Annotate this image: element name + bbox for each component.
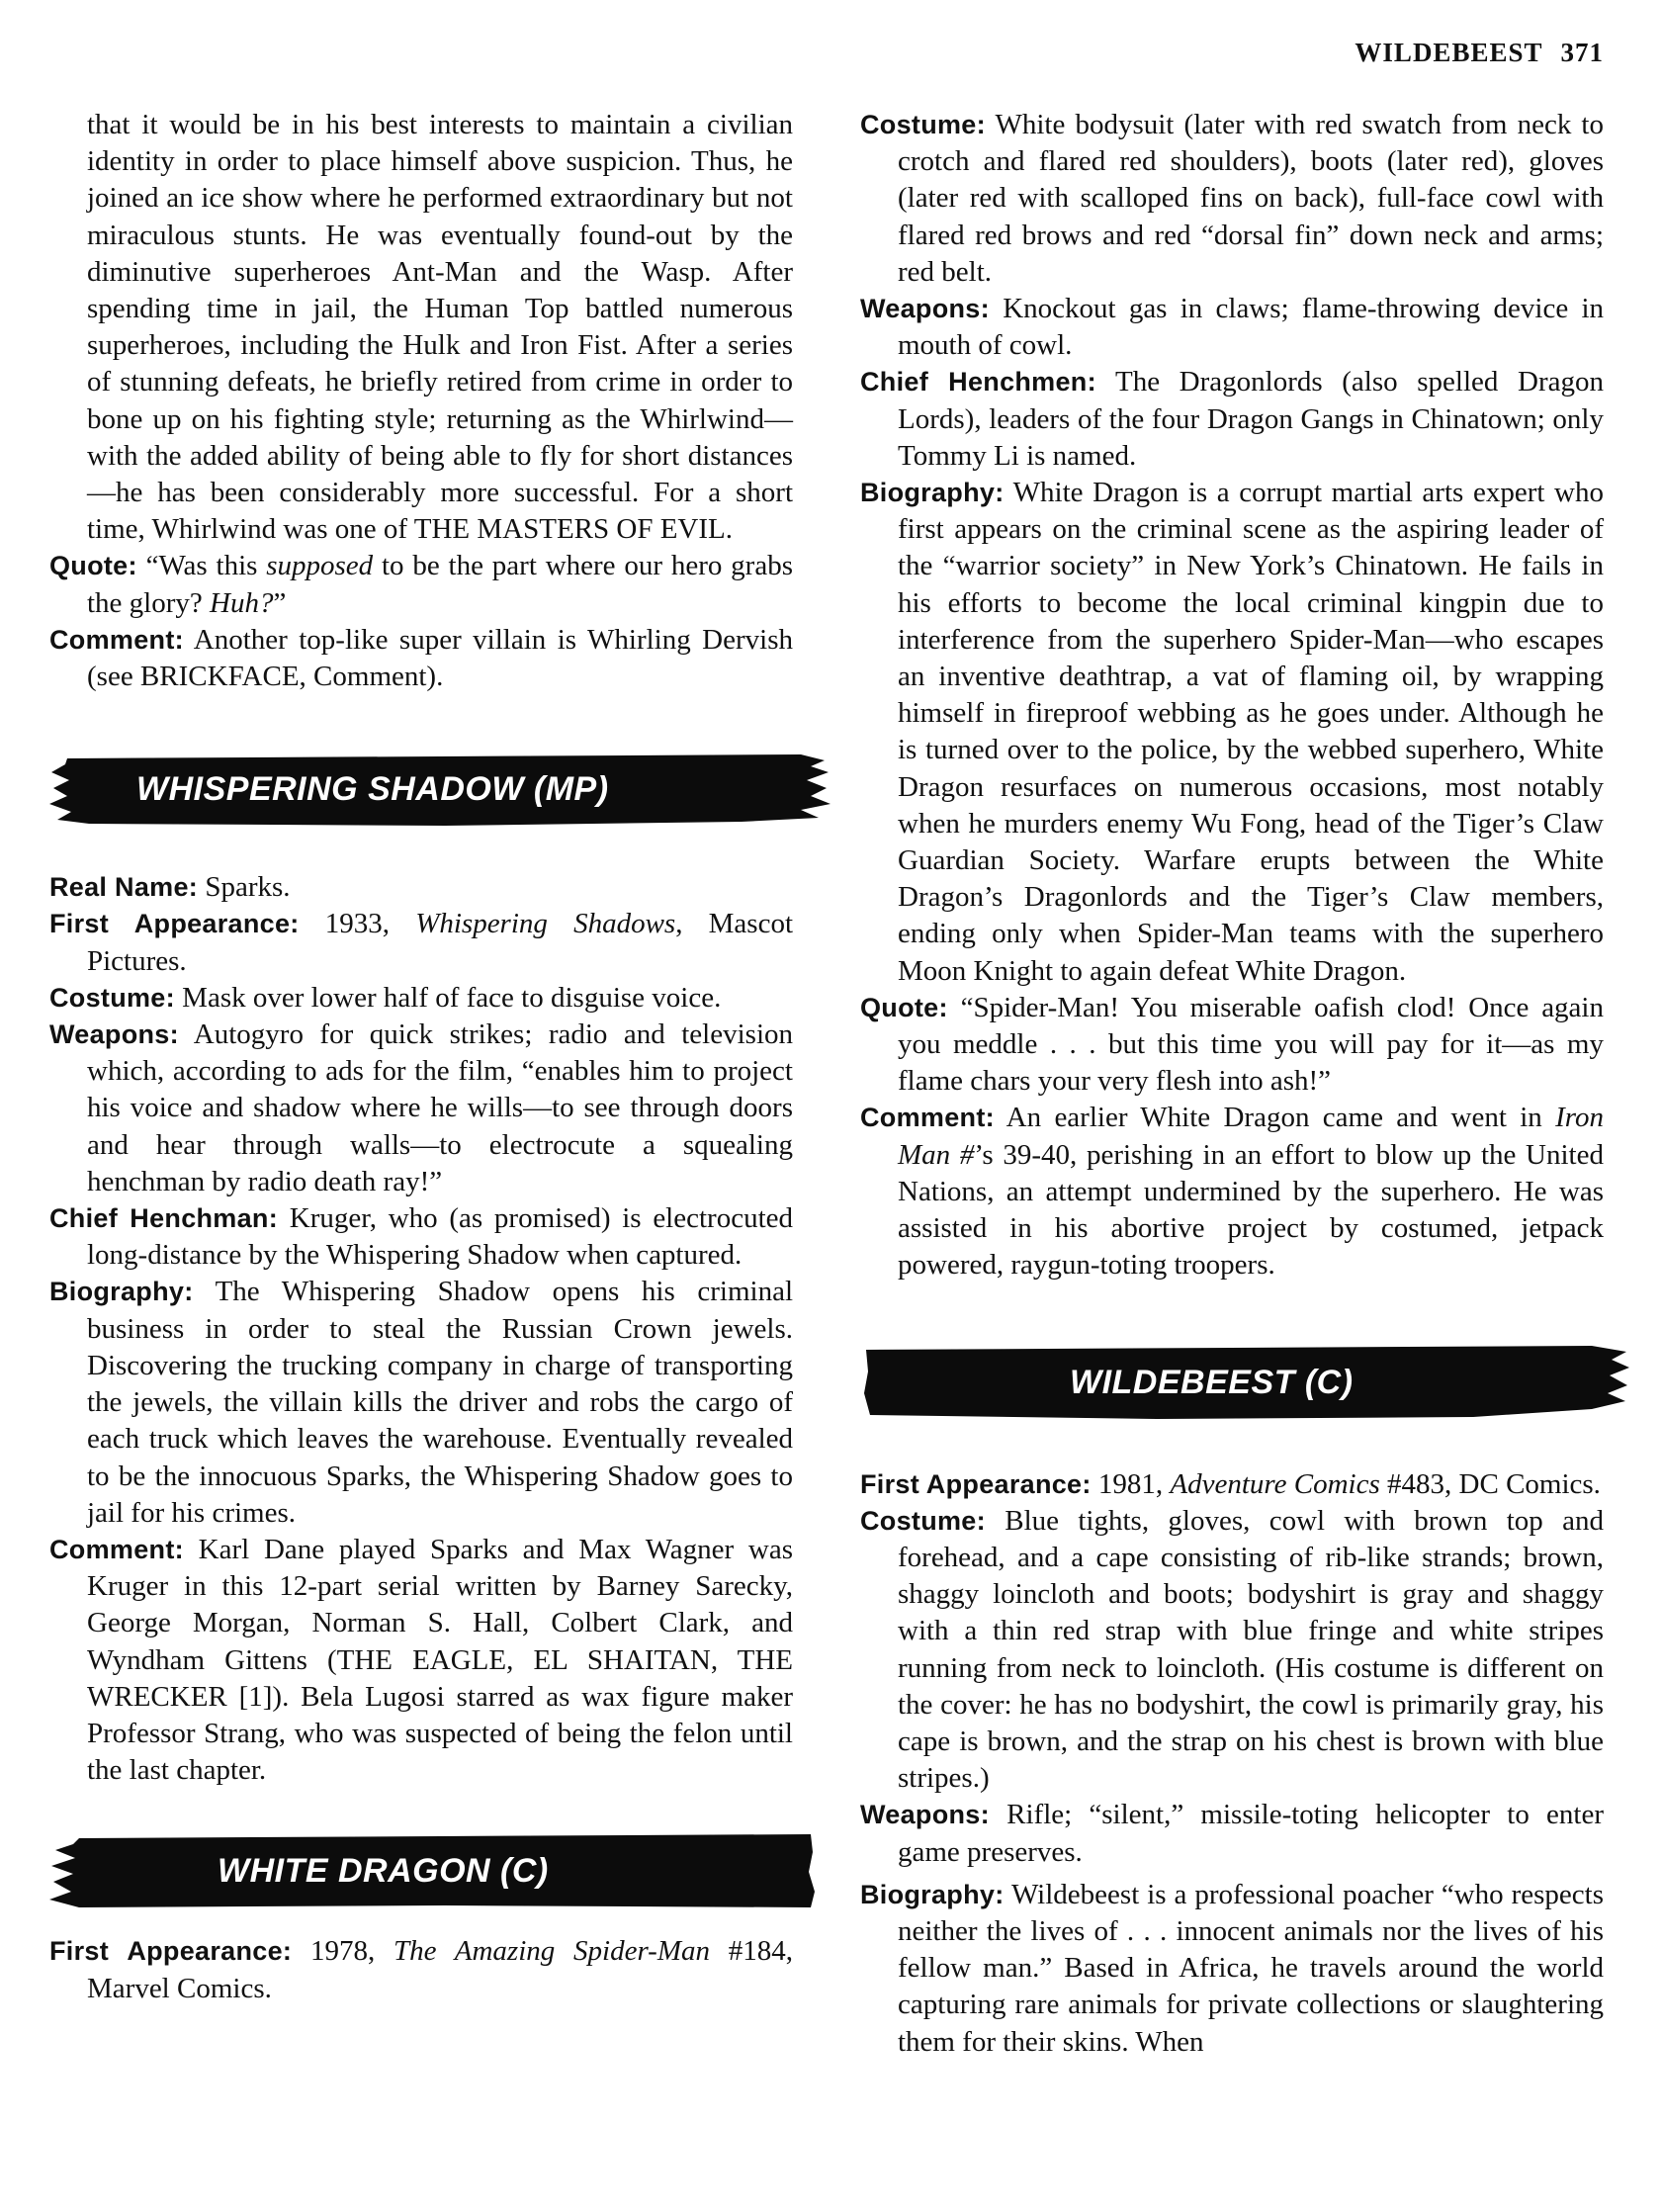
white-dragon-title: WHITE DRAGON (C) [218, 1852, 549, 1891]
whispering-shadow-comment: Comment: Karl Dane played Sparks and Max Wagner was Kruger in this 12-part serial written by Barney Sarecky, George Morgan, Norman S. Hall, Colbert Clark, and Wyndham Gittens (THE EAGLE, EL SHAITAN, THE WRECKER [1]). Bela Lugosi starred as wax figure maker Professor Strang, who was suspected of being the felon until the last chapter. [49, 1533, 794, 1787]
whispering-shadow-title: WHISPERING SHADOW (MP) [136, 770, 609, 809]
white-dragon-quote: Quote: “Spider-Man! You miserable oafish clod! Once again you meddle . . . but this time you will pay for it—as my flame chars your very flesh into ash!” [860, 991, 1604, 1098]
whispering-shadow-biography: Biography: The Whispering Shadow opens his criminal business in order to steal the Russian Crown jewels. Discovering the trucking company in charge of transporting the jewels, the villain kills the driver and robs the cargo of each truck which leaves the warehouse. Eventually revealed to be the innocuous Sparks, the Whispering Shadow goes to jail for his crimes. [49, 1276, 793, 1529]
wildebeest-banner [860, 1344, 1604, 1421]
left-column [49, 107, 793, 2007]
right-column [860, 107, 1604, 2061]
whispering-shadow-banner [49, 751, 793, 828]
white-dragon-weapons: Weapons: Knockout gas in claws; flame-throwing device in mouth of cowl. [860, 293, 1605, 362]
whispering-shadow-first-appearance: First Appearance: 1933, Whispering Shadows, Mascot Pictures. [49, 908, 793, 977]
whispering-shadow-costume: Costume: Mask over lower half of face to disguise voice. [49, 981, 722, 1014]
whispering-shadow-henchman: Chief Henchman: Kruger, who (as promised) is electrocuted long-distance by the Whispering Shadow when captured. [49, 1202, 794, 1272]
whirlwind-biography-continued: that it would be in his best interests to maintain a civilian identity in order to place himself above suspicion. Thus, he joined an ice show where he performed extraordinary but not miraculous stunts. He was eventually found-out by the diminutive superheroes Ant-Man and the Wasp. After spending time in jail, the Human Top battled numerous superheroes, including the Hulk and Iron Fist. After a series of stunning defeats, he briefly retired from crime in order to bone up on his fighting style; returning as the Whirlwind—with the added ability of being able to fly for short distances—he has been considerably more successful. For a short time, Whirlwind was one of THE MASTERS OF EVIL. [87, 109, 793, 546]
white-dragon-first-appearance: First Appearance: 1978, The Amazing Spider-Man #184, Marvel Comics. [49, 1935, 794, 2004]
wildebeest-title: WILDEBEEST (C) [1070, 1363, 1354, 1401]
page-number: 371 [1560, 38, 1604, 67]
whispering-shadow-real-name: Real Name: Sparks. [49, 871, 291, 904]
wildebeest-biography: Biography: Wildebeest is a professional poacher “who respects neither the lives of . . . innocent animals nor the lives of his fellow man.” Based in Africa, he travels around the world capturing rare animals for private collections or slaughtering them for their skins. When [860, 1878, 1604, 2058]
whirlwind-quote: Quote: “Was this supposed to be the part where our hero grabs the glory? Huh?” [49, 550, 793, 619]
running-head [1355, 38, 1604, 68]
white-dragon-costume: Costume: White bodysuit (later with red swatch from neck to crotch and flared red shoulders), boots (later red), gloves (later red with scalloped fins on back), full-face cowl with flared red brows and red “dorsal fin” down neck and arms; red belt. [860, 109, 1604, 288]
white-dragon-henchmen: Chief Henchmen: The Dragonlords (also spelled Dragon Lords), leaders of the four Dragon Gangs in Chinatown; only Tommy Li is named. [860, 366, 1604, 472]
whirlwind-comment: Comment: Another top-like super villain is Whirling Dervish (see BRICKFACE, Comment). [49, 623, 793, 693]
white-dragon-biography: Biography: White Dragon is a corrupt martial arts expert who first appears on the criminal scene as the aspiring leader of the “warrior society” in New York’s Chinatown. He fails in his efforts to become the local criminal kingpin due to interference from the superhero Spider-Man—who escapes an inventive deathtrap, a vat of flaming oil, by wrapping himself in fireproof webbing as he goes under. Although he is turned over to the police, by the webbed superhero, White Dragon resurfaces on numerous occasions, most notably when he murders enemy Wu Fong, head of the Tiger’s Claw Guardian Society. Warfare erupts between the White Dragon’s Dragonlords and the Tiger’s Claw members, ending only when Spider-Man teams with the superhero Moon Knight to again defeat White Dragon. [860, 477, 1604, 987]
wildebeest-weapons: Weapons: Rifle; “silent,” missile-toting helicopter to enter game preserves. [860, 1799, 1605, 1868]
whispering-shadow-weapons: Weapons: Autogyro for quick strikes; radio and television which, according to ads for the film, “enables him to project his voice and shadow where he wills—to see through doors and hear through walls—to electrocute a squealing henchman by radio death ray!” [49, 1018, 793, 1197]
white-dragon-comment: Comment: An earlier White Dragon came and went in Iron Man #’s 39-40, perishing in an effort to blow up the United Nations, an attempt undermined by the superhero. He was assisted in his abortive project by costumed, jetpack powered, raygun-toting troopers. [860, 1102, 1605, 1282]
white-dragon-banner [49, 1832, 793, 1909]
running-head-title: WILDEBEEST [1355, 38, 1543, 67]
wildebeest-costume: Costume: Blue tights, gloves, cowl with brown top and forehead, and a cape consisting of rib-like strands; brown, shaggy loincloth and boots; bodyshirt is gray and shaggy with a thin red strap with blue fringe and white stripes running from neck to loincloth. (His costume is different on the cover: he has no bodyshirt, the cowl is primarily gray, his cape is brown, and the strap on his chest is brown with blue stripes.) [860, 1504, 1605, 1795]
wildebeest-first-appearance: First Appearance: 1981, Adventure Comics #483, DC Comics. [860, 1467, 1601, 1500]
